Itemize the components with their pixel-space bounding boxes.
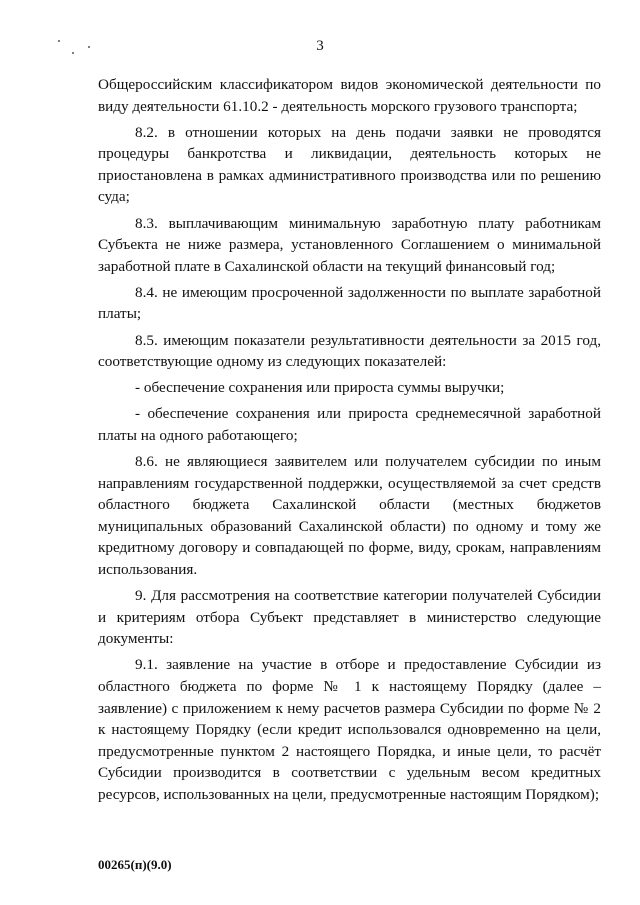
document-body bbox=[98, 74, 601, 810]
page-number: 3 bbox=[316, 38, 324, 54]
document-footer-code: 00265(п)(9.0) bbox=[98, 857, 172, 872]
paragraph-8-5: 8.5. имеющим показатели результативности деятельности за 2015 год, соответствующие одному из следующих показателей: bbox=[98, 331, 601, 371]
paragraph-8-4: 8.4. не имеющим просроченной задолженности по выплате заработной платы; bbox=[98, 283, 601, 323]
list-item-salary: - обеспечение сохранения или прироста среднемесячной заработной платы на одного работающего; bbox=[98, 405, 601, 444]
list-item-revenue: - обеспечение сохранения или прироста суммы выручки; bbox=[135, 379, 505, 397]
paragraph-8-3: 8.3. выплачивающим минимальную заработную плату работникам Субъекта не ниже размера, установленного Соглашением о минимальной заработной плате в Сахалинской области на текущий финансовый год; bbox=[98, 214, 601, 275]
scan-speck bbox=[72, 52, 74, 54]
scan-speck bbox=[88, 46, 90, 48]
paragraph-9-1: 9.1. заявление на участие в отборе и предоставление Субсидии из областного бюджета по форме № 1 к настоящему Порядку (далее – заявление) с приложением к нему расчетов размера Субсидии по форме № 2 к настоящему Порядку (если кредит использовался одновременно на цели, предусмотренные пунктом 2 настоящего Порядка, и иные цели, то расчёт Субсидии производится в соответствии с удельным весом кредитных ресурсов, использованных на цели, предусмотренные настоящим Порядком); bbox=[98, 656, 601, 803]
paragraph-continuation: Общероссийским классификатором видов экономической деятельности по виду деятельности 61.10.2 - деятельность морского грузового транспорта; bbox=[98, 76, 601, 115]
paragraph-9: 9. Для рассмотрения на соответствие категории получателей Субсидии и критериям отбора Субъект представляет в министерство следующие документы: bbox=[98, 587, 601, 648]
paragraph-8-6: 8.6. не являющиеся заявителем или получателем субсидии по иным направлениям государственной поддержки, осуществляемой за счет средств областного бюджета Сахалинской области (местных бюджетов муниципальных образований Сахалинской области) по одному и тому же кредитному договору и совпадающей по форме, виду, срокам, направлениям использования. bbox=[98, 453, 601, 578]
paragraph-8-2: 8.2. в отношении которых на день подачи заявки не проводятся процедуры банкротства и ликвидации, деятельность которых не приостановлена в рамках административного производства или по решению суда; bbox=[98, 123, 601, 206]
scan-speck bbox=[58, 40, 60, 42]
